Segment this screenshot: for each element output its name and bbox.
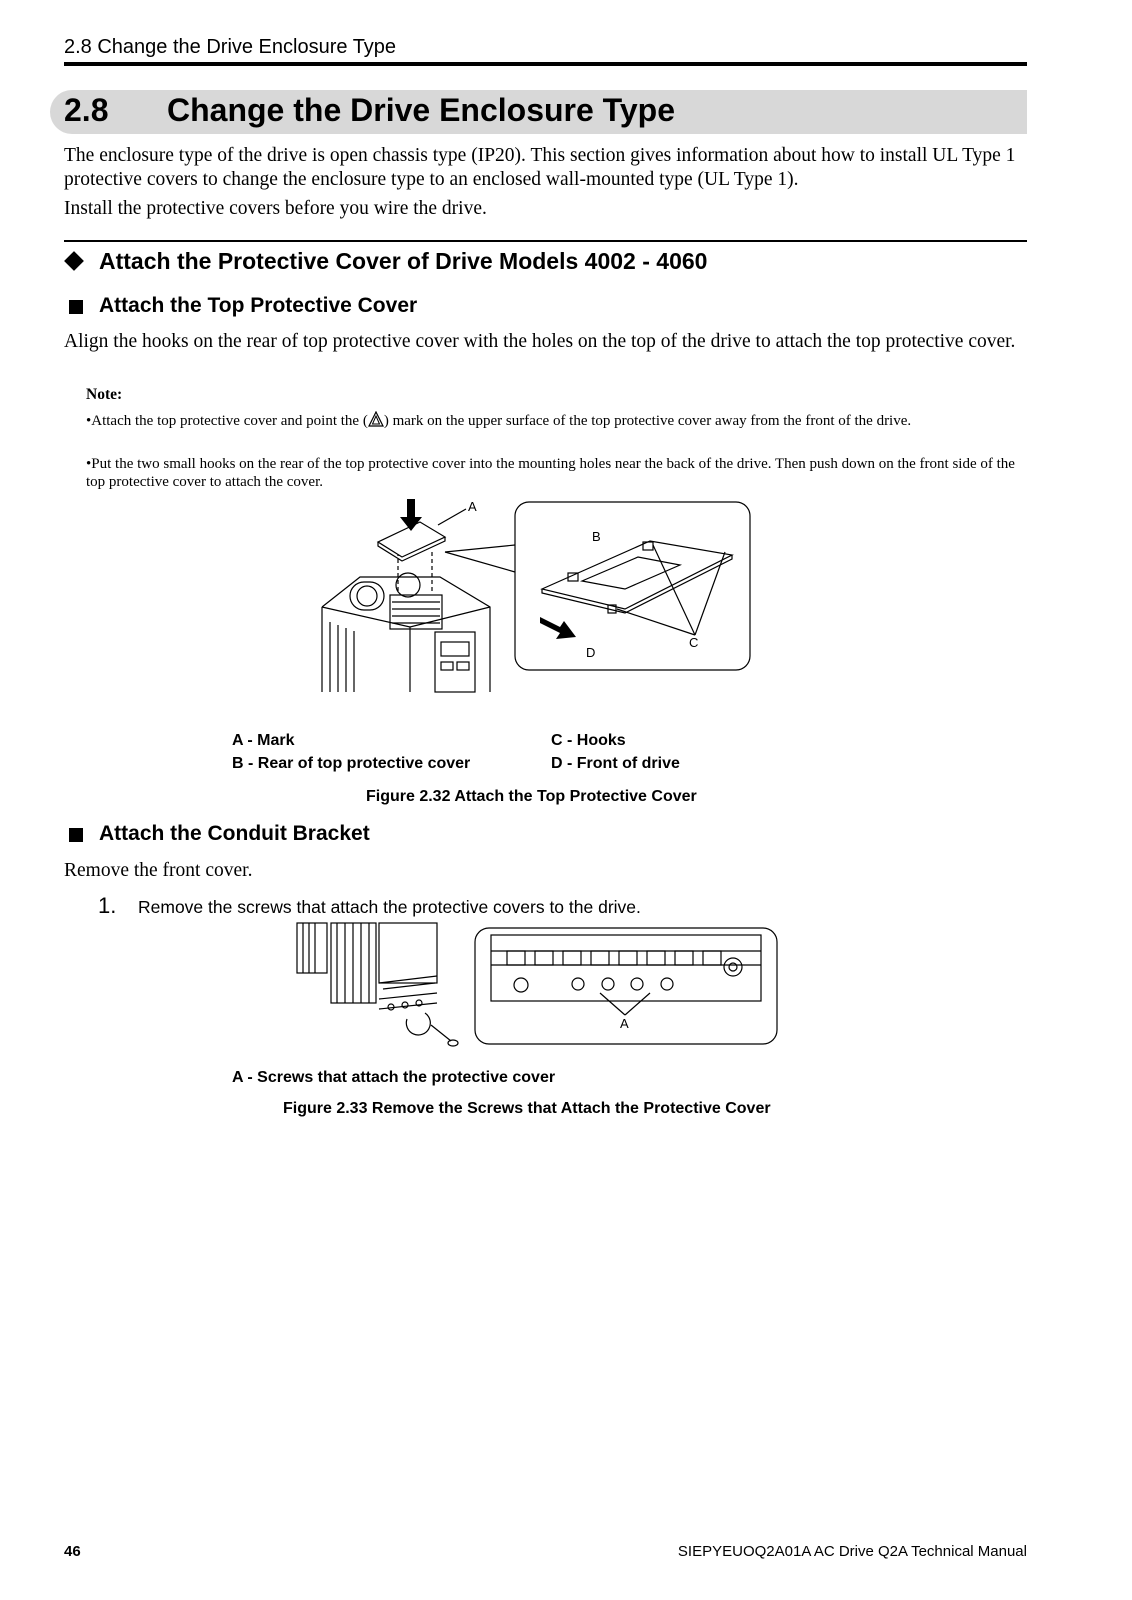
callout-c: C xyxy=(689,635,699,650)
top-cover-illustration xyxy=(320,497,760,697)
note-1-text-start: Attach the top protective cover and point the ( xyxy=(91,413,368,429)
callout-b: B xyxy=(592,529,601,544)
note-label: Note: xyxy=(86,386,123,403)
subsection-title: Attach the Protective Cover of Drive Models 4002 - 4060 xyxy=(99,248,708,274)
top-cover-paragraph: Align the hooks on the rear of top protective cover with the holes on the top of the drive to attach the top protective cover. xyxy=(64,331,1016,352)
step-text: Remove the screws that attach the protective covers to the drive. xyxy=(138,897,641,917)
legend-item-d: D - Front of drive xyxy=(551,755,680,772)
section-title: Change the Drive Enclosure Type xyxy=(167,92,675,128)
legend-item-b: B - Rear of top protective cover xyxy=(232,755,471,772)
conduit-bracket-heading: Attach the Conduit Bracket xyxy=(99,822,370,845)
section-number: 2.8 xyxy=(64,92,109,128)
callout-a: A xyxy=(468,499,477,514)
note-item-2: •Put the two small hooks on the rear of the top protective cover into the mounting holes near the back of the drive. Then push down on the front side of the top protective cover to attach the cover. xyxy=(86,456,1015,490)
warning-triangle-icon xyxy=(368,411,384,427)
square-bullet-icon xyxy=(69,300,83,314)
note-2-text: Put the two small hooks on the rear of the top protective cover into the mounting holes near the back of the drive. Then push down on the front side of the top protective cover to attach the cover. xyxy=(86,456,1015,490)
page-number: 46 xyxy=(64,1543,81,1560)
note-1-text-end: ) mark on the upper surface of the top protective cover away from the front of the drive. xyxy=(383,413,912,429)
step-number: 1. xyxy=(98,893,117,918)
note-item-1: •Attach the top protective cover and point the ( ) mark on the upper surface of the top protective cover away from the front of the drive. xyxy=(86,413,912,429)
legend-item-c: C - Hooks xyxy=(551,732,626,749)
manual-title: SIEPYEUOQ2A01A AC Drive Q2A Technical Manual xyxy=(677,1543,1027,1560)
header-rule xyxy=(64,62,1027,66)
figure-caption-2-33: Figure 2.33 Remove the Screws that Attach the Protective Cover xyxy=(283,1100,771,1117)
intro-paragraph: The enclosure type of the drive is open chassis type (IP20). This section gives information about how to install UL Type 1 protective covers to change the enclosure type to an enclosed wall-mounted type (UL Type 1). xyxy=(64,145,1016,190)
legend-item-a: A - Screws that attach the protective cover xyxy=(232,1069,556,1086)
callout-d: D xyxy=(586,645,596,660)
square-bullet-icon xyxy=(69,828,83,842)
top-cover-heading: Attach the Top Protective Cover xyxy=(99,294,418,317)
running-header: 2.8 Change the Drive Enclosure Type xyxy=(64,36,397,58)
diamond-bullet-icon xyxy=(64,251,84,271)
conduit-paragraph: Remove the front cover. xyxy=(64,860,253,881)
intro-paragraph-2: Install the protective covers before you wire the drive. xyxy=(64,198,487,219)
figure-caption-2-32: Figure 2.32 Attach the Top Protective Cover xyxy=(366,788,697,805)
screws-illustration xyxy=(295,921,795,1053)
callout-a: A xyxy=(620,1016,629,1031)
subsection-rule xyxy=(64,240,1027,242)
legend-item-a: A - Mark xyxy=(232,732,295,749)
